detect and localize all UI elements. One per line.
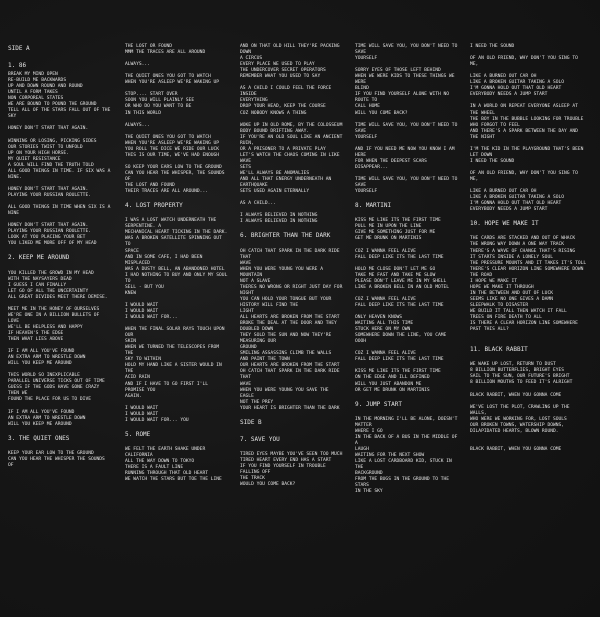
lyric-line: WOKE UP IN OLD ROME, BY THE COLOSSEUM [240,122,343,128]
lyric-line: OUR HEARTS ARE BROKEN FROM THE START [240,363,340,369]
lyric-line: SPACE [125,248,139,254]
lyric-line: EVERYBODY NEEDS A JUMP START [470,207,548,213]
lyric-line: SKY TO WITHIN [125,357,161,363]
lyric-line: HOPE WE MAKE IT THROUGH [470,284,534,290]
lyric-line: AND IF I HAVE TO GO FIRST I'LL PROMISE YOU [125,381,211,393]
lyric-line: STOP.... START OVER [125,92,178,98]
lyric-line: BROKE THE DEAL AT THE DOOR AND THEY [240,321,337,327]
lyric-line: WE WATCH THE STARS BUT TOE THE LINE [125,477,222,483]
lyric-line: SAIL TO THE SUN, OUR FUTURE'S BRIGHT [470,374,570,380]
lyric-line: TAKE ME FAST AND TAKE ME SLOW [355,272,436,278]
lyric-line: LIKE A LOST CARDBOARD KID, STUCK IN THE [355,459,455,471]
lyric-line: WHEN YOU WERE YOUNG YOU WERE A MOUNTAIN [240,266,326,278]
lyric-line: SLEEPWALK TO DISASTER [470,302,529,308]
lyric-line: KISS ME LIKE ITS THE FIRST TIME [355,218,441,224]
lyric-line: FOR WHEN THE DEEPEST SCARS DISAPPEAR... [355,158,430,170]
lyric-line: THE ROAD [470,272,493,278]
lyric-line: I GUESS I CAN FINALLY [8,282,67,288]
lyric-line: LIGHT [240,308,254,314]
lyric-line: GET ME DRUNK ON MARTINIS [355,236,422,242]
lyric-line: EVERYTHING [240,98,268,104]
lyric-line: IN THE SKY [355,489,383,495]
lyric-line: ONLY HEAVEN KNOWS [355,315,403,321]
lyrics-column-2 [125,44,229,483]
lyric-line: TIRED EYES MAYBE YOU'VE SEEN TOO MUCH [240,451,343,457]
lyric-line: YOURSELF [355,134,378,140]
lyric-line: CALL HOME [355,104,380,110]
lyric-line: HOLD MY HAND LIKE A SISTER WOULD IN THE [125,363,225,375]
lyric-line: PLAYING YOUR RUSSIAN ROULETTE. [8,192,91,198]
lyric-line: SOMEWHERE DOWN THE LINE, YOU CAME [355,333,447,339]
lyric-line: MMM THE TRACES ARE ALL AROUND [125,50,206,56]
lyric-line: MEASURING OUR [240,339,276,345]
lyric-line [470,213,588,219]
lyric-line: COZ I WANNA FEEL ALIVE [355,351,416,357]
lyric-line: IN THIS WORLD [125,110,161,116]
section-heading: 3. THE QUIET ONES [8,434,70,442]
lyric-line: IT STARTS INSIDE A LONELY SOUL [470,254,553,260]
lyric-line: YOU KILLED THE GROWD IN MY HEAD [8,270,94,276]
lyric-line: WHERE I GO [355,428,383,434]
lyrics-column-5 [470,44,588,453]
lyric-line: UP AND DOWN ROUND AND ROUND [8,84,83,90]
lyric-line: AND IF YOU NEED ME NOW YOU KNOW I AM HERE [355,146,458,158]
lyric-line: KISS ME LIKE ITS THE FIRST TIME [355,369,441,375]
lyric-line: HOLD ME CLOSE DON'T LET ME GO [355,266,436,272]
lyric-line: WITH THE NAYSAYERS DEAD [8,276,72,282]
lyric-line: BLACK RABBIT, WHEN YOU GONNA COME [470,392,562,398]
lyric-line: YOU LIKED ME MORE OFF OF MY HEAD [8,241,97,247]
lyric-line [355,394,459,400]
lyric-line: GROUND [240,345,257,351]
lyric-line: AN EXTRA ARM TO WRESTLE DOWN [8,355,86,361]
lyric-line: IN THE BETWEEN AND OUT OF LUCK [470,290,553,296]
lyric-line: A SOUL WILL FIND THE TRUTH TOLD [8,162,94,168]
lyric-line: HISTORY WILL FIND THE [240,302,299,308]
lyric-line: I NEED THE SOUND [470,158,515,164]
section-heading: 8. MARTINI [355,202,392,210]
lyric-line: I ALWAYS BELIEVED IN NOTHING [240,213,318,219]
lyric-line: WHEN THE FINAL SOLAR RAYS TOUCH UPON OUR [125,327,228,339]
lyric-line [125,424,229,430]
lyric-line: OH CATCH THAT SPARK IN THE DARK RIDE THAT [240,248,343,260]
lyric-line: WOULD YOU COME BACK? [240,482,296,488]
lyric-line: WAS A DUSTY BELL, AN ABANDONED HOTEL [125,266,225,272]
lyric-line: LIKE A BURNED OUT CAR OH [470,74,537,80]
lyric-line: KEEP YOUR EAR LOW TO THE GROUND [8,450,94,456]
lyric-line: THE LOST OR FOUND [125,44,173,49]
lyric-line [125,195,229,201]
lyric-line: ACID RAIN [125,375,150,381]
lyric-line: OF AN OLD FRIEND, WHY DON'T YOU SING TO ME, [470,56,581,68]
lyric-line: RE-BUILD ME BACKWARDS [8,78,67,84]
lyric-line: I'M THE KID IN THE PLAYGROUND THAT'S BEEN [470,146,584,152]
lyric-line: TIME WILL SAVE YOU, YOU DON'T NEED TO SAVE [355,122,461,134]
lyric-line: WHEN YOU'RE ASLEEP WE'RE WAKING UP [125,140,220,146]
lyrics-column-1 [8,44,112,469]
lyric-line: WE'VE LOST THE PLOT, CRAWLING UP THE WALLS, [470,404,573,416]
lyric-line [8,247,112,253]
lyric-line: THERE IS A FAULT LINE [125,465,184,471]
lyric-line: I WOULD WAIT [125,302,159,308]
lyric-line: NOT A SLAVE [240,278,271,284]
lyric-line [8,428,112,434]
lyric-line: SO KEEP YOUR EARS LOW TO THE GROUND [125,164,222,170]
lyric-line: WE ARE BOUND TO POUND THE GROUND [8,102,97,108]
lyric-line: HONEY DON'T START THAT AGAIN. [8,223,89,229]
section-heading: 11. BLACK RABBIT [470,346,528,354]
lyric-line: DOUBLED DOWN [240,327,274,333]
lyric-line: COZ I WANNA FEEL ALIVE [355,248,416,254]
lyric-line: COZ NOBODY KNOWS A THING [240,110,307,116]
lyric-line: IF HEAVEN'S THE EDGE [8,330,64,336]
lyric-line [240,225,344,231]
lyric-line: AND THERE'S A SPARK BETWEEN THE DAY AND [470,128,578,134]
lyric-line: OR GET ME DRUNK ON MARTINIS [355,387,430,393]
section-heading: 1. 86 [8,62,27,70]
lyric-line: ALWAYS... [125,122,150,128]
lyric-line: I'M GONNA HOLD OUT THAT OLD HEART [470,86,562,92]
lyric-line: ALL THE WAY DOWN TO TOKYO [125,459,195,465]
lyric-line: YOU CAN HOLD YOUR TONGUE BUT YOUR [240,296,332,302]
lyric-line: EVERYBODY NEEDS A JUMP START [470,92,548,98]
lyric-line: SEEMS LIKE NO ONE GIVES A DAMN [470,296,553,302]
lyric-line: I ALWAYS BELIEVED IN NOTHING [240,219,318,225]
lyric-line: THE BOY IN THE BUBBLE LOOKING FOR TROUBLE [470,116,584,122]
lyric-line: IF YOU FIND YOURSELF ALONE WITH NO ROUTE TO [355,92,452,104]
lyric-line: LIKE A BURNED OUT CAR OH [470,189,537,195]
lyric-line: AND PAINT THE TOWN [240,357,290,363]
lyric-line: WE'LL BE HELPLESS AND HAPPY [8,324,83,330]
lyric-line: PLAYING YOUR RUSSIAN ROULETTE. [8,229,91,235]
lyric-line: SERPENTINE. A [125,224,161,230]
lyric-line: TELL ALL OF THE STARS FALL OUT OF THE SKY [8,108,114,120]
lyric-line: I NEED THE SOUND [470,44,515,49]
lyric-line: TIME WILL SAVE YOU, YOU DON'T NEED TO SAVE [355,177,461,189]
section-heading: 9. JUMP START [355,400,402,408]
lyric-line: UP ON YOUR HIGH HORSE. [8,150,69,156]
lyric-line: IF YOU FIND YOURSELF IN TROUBLE FALLING OFF [240,464,329,476]
lyric-line: LOOK AT YOU PLACING YOUR BET [8,235,86,241]
lyric-line: MECHANICAL HEART TICKING IN THE DARK. [125,230,228,236]
lyric-line: OF AN OLD FRIEND, WHY DON'T YOU SING TO ME, [470,170,581,183]
lyric-line: WILL YOU KEEP ME AROUND [8,421,72,427]
lyric-line: SETS [240,164,252,170]
lyric-line: THE CARDS ARE STACKED AND OUT OF WHACK [470,236,576,242]
lyric-line: ALL GREAT DIVIDES MEET THERE DEMISE. [8,294,108,300]
lyric-line: IS THERE A CLEAR HORIZON LINE SOMEWHERE [470,321,578,327]
section-heading: 4. LOST PROPERTY [125,202,183,210]
lyrics-column-3 [240,44,344,488]
lyric-line: WAITING ALL THIS TIME [355,321,414,327]
lyric-line: GIVE ME SOMETHING JUST FOR ME [355,230,436,236]
lyric-line: MEET ME IN THE HONEY OF OURSELVES [8,306,100,312]
lyric-line: PULL ME IN UPON THE LINE [355,224,422,230]
section-heading: SIDE B [240,418,262,426]
lyric-line: IN THE MORNING I'LL BE ALONE, DOESN'T MATTER [355,416,461,428]
lyric-line: NIGHT [240,290,254,296]
lyric-line: PLEASE DON'T LEAVE ME IN MY SHELL [355,278,447,284]
lyric-line: WE FELT THE EARTH SHAKE UNDER CALIFORNIA [125,446,208,458]
lyric-line [240,429,344,435]
lyric-line: LET'S WATCH THE CHAOS COMING IN LIKE WAVE [240,152,343,164]
lyric-line: FALL DEEP LIKE ITS THE LAST TIME [355,254,444,260]
lyric-line: BODY BOUND DRIFTING AWAY. [240,128,310,134]
lyric-line: THEIR TRACES ARE ALL AROUND... [125,189,208,195]
lyric-line: THE TRACK [240,476,265,482]
lyric-line: THE NIGHT [470,134,495,140]
lyric-line: I WOULD WAIT [125,405,159,411]
lyric-line: WHO FORGOT TO FEEL [470,122,520,128]
lyric-line: WAVE [240,260,252,266]
lyric-line: SORRY EYES OF THOSE LEFT BEHIND [355,68,441,74]
lyric-line: YOURSELF [355,56,378,62]
lyric-line: WILL YOU KEEP ME AROUND [8,361,72,367]
lyric-line: WAS A BROKEN SATELLITE SPINNING OUT TO [125,236,225,248]
lyric-line: AND ON THAT OLD HILL THEY'RE PACKING DOWN [240,44,343,56]
lyric-line: UNTIL A FORM TAKES [8,90,58,96]
lyric-line: SELL - BUT YOU [125,284,164,290]
lyric-line: GUESS IF THE GODS HAVE GONE CRAZY THEN WE [8,385,103,397]
lyric-line: CAN YOU HEAR THE WHISPER THE SOUNDS OF [8,456,108,468]
lyric-line: WHEN WE TURNED THE TELESCOPES FROM THE [125,345,222,357]
lyric-line: WE'RE ONE IN A BILLION BULLETS OF LOVE [8,312,103,324]
lyric-line: WE'LL ALWAYS BE ANOMALIES [240,170,310,176]
lyric-line: BACKGROUND [355,471,383,477]
lyric-line: LAUGH [355,446,369,452]
lyric-line: THE PRESSURE MOUNTS AND IT TAKES IT'S TOLL [470,260,587,266]
lyric-line: THE LOST AND FOUND [125,183,175,189]
lyric-line: PARALLEL UNIVERSE TICKS OUT OF TIME [8,379,105,385]
lyric-line: FALL DEEP LIKE ITS THE LAST TIME [355,357,444,363]
lyric-line: I HOPE WE MAKE IT [470,278,518,284]
lyrics-column-4 [355,44,459,495]
lyric-line: YOUR HEART IS BRIGHTER THAN THE DARK [240,405,340,411]
lyric-line: IF I AM ALL YOU'VE FOUND [8,349,75,355]
lyric-line: THERE'S CLEAR HORIZON LINE SOMEWHERE DOWN [470,266,584,272]
lyric-line: WILL YOU JUST ABANDON ME [355,381,422,387]
lyric-line: DILAPIDATED HEARTS, BLOWN ROUND. [470,428,559,434]
lyric-line: AND IN SOME CAFE, I HAD BEEN MISPLACED [125,254,206,266]
lyric-line: IF YOU'RE AN OLD SOUL LIKE AN ANCIENT RUIN, [240,134,346,146]
lyric-line: LIKE A BROKEN GUITAR TAKING A SOLO [470,80,565,86]
lyric-line: ALWAYS... [125,62,150,68]
lyric-line: IN A WORLD ON REPEAT EVERYONE ASLEEP AT [470,104,578,110]
lyric-line: I WOULD WAIT FOR... [125,315,178,321]
lyric-line: ALL GOOD THINGS IN TIME. IF SIX WAS A NINE. [8,168,114,180]
lyric-line: THEY SOLD THE SUN AND NOW THEY'RE [240,333,332,339]
lyric-line: YOU ROLL THE DICE WE RIDE OUR LUCK [125,146,220,152]
lyric-line: SOON YOU WILL PLAINLY SEE [125,98,195,104]
lyric-line: MY QUIET RESISTANCE [8,156,61,162]
lyric-line: DROP YOUR HEAD, KEEP THE COURSE [240,104,326,110]
lyric-line: EVERY PLACE WE USED TO PLAY [240,62,315,68]
lyric-line: THE UNDERCOVER SECRET OPERATORS [240,68,326,74]
lyric-line: FROM THE BUGS IN THE GROUND TO THE STARS [355,477,452,489]
lyric-line: I WOULD WAIT [125,308,159,314]
lyric-line: WHEN WE WERE KIDS TO THESE THINGS WE WERE [355,74,458,86]
lyric-line: OR WHO DO YOU WANT TO BE [125,104,192,110]
lyric-line: STUCK HERE ON MY OWN [355,327,411,333]
lyric-line: I WAS A LOST WATCH UNDERNEATH THE [125,218,217,224]
lyric-line: COZ I WANNA FEEL ALIVE [355,296,416,302]
lyric-line: 8 BILLION MOUTHS TO FEED IT'S ALRIGHT [470,380,573,386]
lyric-line: IF I AM ALL YOU'VE FOUND [8,409,75,415]
lyric-line: TIRED HEART EVERY END HAS A START [240,457,332,463]
lyric-line: HONEY DON'T START THAT AGAIN. [8,186,89,192]
lyric-line: REMEMBER WHAT YOU USED TO SAY [240,74,321,80]
lyric-line: IN THE BACK OF A BUS IN THE MIDDLE OF A [355,434,461,446]
lyric-line: WAITING FOR THE NEXT SHOW [355,453,425,458]
section-heading: SIDE A [8,45,30,52]
lyric-line: OOOH [355,339,367,345]
lyric-line: AN EXTRA ARM TO WRESTLE DOWN [8,415,86,421]
lyric-line: AND ALL THAT ENERGY UNDERNEATH AN [240,177,332,183]
lyric-line: LIKE A BROKEN GUITAR TAKING A SOLO [470,195,565,201]
lyric-line: YOURSELF [355,189,378,195]
lyric-line: THERES NO WRONG OR RIGHT JUST DAY FOR [240,284,343,290]
lyric-line [8,55,112,61]
lyric-line: I'M GONNA HOLD OUT THAT OLD HEART [470,201,562,207]
lyric-line: THERE'S A WAVE OF CHANGE THAT'S RISING [470,248,576,254]
lyric-line: SETS USED AGAIN ETERNALLY [240,189,310,195]
lyric-line: LIKE A BROKEN BELL IN AN OLD MOTEL [355,284,450,290]
lyric-line: THE QUIET ONES YOU GOT TO WATCH [125,74,211,80]
lyric-line: WE BUILD IT TALL THEN WATCH IT FALL [470,308,567,314]
section-heading: 7. SAVE YOU [240,435,280,443]
lyric-line: AS A CHILD... [240,201,276,207]
lyric-line: NON CORPOREAL STATES [8,96,64,102]
lyric-line [470,339,588,345]
lyric-line: TIME WILL SAVE YOU, YOU DON'T NEED TO SAVE [355,44,461,56]
lyric-line: FOUND THE PLACE FOR US TO DIVE [8,397,91,403]
section-heading: 10. HOPE WE MAKE IT [470,220,539,228]
lyric-line: NOT THE PREY [240,399,274,405]
lyric-line: SMILING ASSASSINS CLIMB THE WALLS [240,351,332,357]
lyric-line: KNEW [125,290,137,296]
lyric-line: SKIN [125,339,137,345]
section-heading: 5. ROME [125,430,151,438]
lyric-line: BLIND [355,86,369,92]
lyric-line: WHO WERE WE WORKING FOR, LOST SOULS [470,416,567,422]
lyric-line: ON THE EDGE AND ILL DEFINED [355,375,430,381]
lyric-line: 8 BILLION BUTTERFLIES, BRIGHT EYES [470,368,565,374]
lyric-line: WHEN YOU WERE YOUNG YOU SAVE THE EAGLE [240,387,332,399]
lyric-line: ALL GOOD THINGS IN TIME WHEN SIX IS A NINE [8,205,114,217]
lyric-line: PAST THIS ALL? [470,327,509,333]
section-heading: 6. BRIGHTER THAN THE DARK [240,232,331,240]
lyric-line: I HAD NOTHING TO BUY AND ONLY MY SOUL TO [125,272,231,284]
lyric-line: OUR STORIES TWIST TO UNFOLD [8,144,83,150]
lyric-line: AS A CHILD I COULD FEEL THE FORCE INSIDE [240,86,335,98]
lyric-line: OR A PRISONER TO A PRIVATE PLAY [240,146,326,152]
lyric-line: WAVE [240,381,252,387]
lyric-line: HONEY DON'T START THAT AGAIN. [8,126,89,132]
lyric-line: TREES ON FIRE DEATH TO ALL [470,315,542,321]
lyric-line: A CIRCUS [240,56,263,62]
lyric-line: OH CATCH THAT SPARK IN THE DARK RIDE THAT [240,369,343,381]
lyric-line: AGAIN. [125,393,142,399]
lyric-line [240,412,344,418]
lyric-line: THIS IS OUR TIME, WE'VE HAD ENOUGH [125,152,220,158]
lyric-line: THE WHEEL [470,110,495,116]
lyric-line: WE WAKE UP LOST, RETURN TO DUST [470,362,556,368]
lyric-line: THE WRONG WAY DOWN A ONE WAY TRACK [470,242,565,248]
lyric-line: WINNING OR LOSING, PICKING SIDES [8,138,97,144]
lyric-line: WILL YOU COME BACK? [355,110,408,116]
lyric-line: OUR BROKEN TOWNS, WATERSHIP DOWNS, [470,422,565,428]
lyric-line: I WOULD WAIT [125,411,159,417]
lyric-line: BLACK RABBIT, WHEN YOU GONNA COME [470,446,562,452]
lyric-line: THEN WHAT LIES ABOVE [8,337,64,343]
lyric-line: I WOULD WAIT FOR... YOU [125,417,189,423]
lyric-line: THE QUIET ONES YOU GOT TO WATCH [125,134,211,140]
section-heading: 2. KEEP ME AROUND [8,254,70,262]
lyric-line: BREAK MY MIND OPEN [8,72,58,78]
lyric-line: RUNNING THROUGH THAT OLD HEART [125,471,208,477]
lyric-line: CAN YOU HEAR THE WHISPER, THE SOUNDS OF [125,170,228,183]
lyric-line: LET GO OF ALL THE UNCERTAINTY [8,288,89,294]
lyric-line [355,195,459,201]
lyric-line: WHEN YOU'RE ASLEEP WE'RE WAKING UP [125,80,220,86]
lyric-line: EARTHQUAKE [240,183,268,189]
lyric-line: ALL HEARTS ARE BROKEN FROM THE START [240,315,340,321]
lyric-line: LET DOWN [470,152,493,158]
lyric-line: FALL DEEP LIKE ITS THE LAST TIME [355,302,444,308]
lyric-line: THIS WORLD SO INEXPLICABLE [8,373,80,379]
